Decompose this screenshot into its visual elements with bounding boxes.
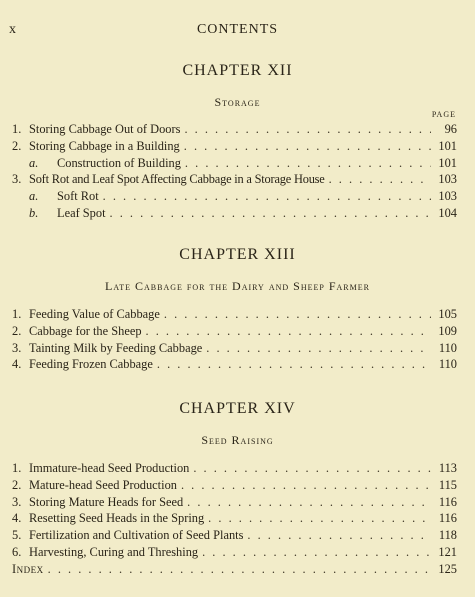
running-title: CONTENTS (196, 22, 279, 37)
leader-dots (247, 527, 431, 544)
entry-number: 5. (12, 528, 22, 543)
toc-entry[interactable] (12, 171, 457, 188)
entry-page: 116 (438, 511, 457, 526)
leader-dots (193, 460, 431, 477)
toc-entry[interactable] (12, 494, 457, 511)
entry-page: 105 (438, 307, 457, 321)
leader-dots (185, 155, 431, 172)
entry-title: Resetting Seed Heads in the Spring (29, 511, 205, 526)
entry-page: 116 (438, 494, 457, 509)
leader-dots (208, 510, 431, 527)
entry-title: Cabbage for the Sheep (29, 323, 142, 338)
entry-number: b. (29, 205, 39, 220)
entry-number: 2. (12, 477, 22, 492)
entry-number: 3. (12, 172, 22, 187)
leader-dots (103, 188, 431, 205)
entry-number: 1. (12, 307, 22, 321)
entry-number: 3. (12, 494, 22, 509)
entry-title: Leaf Spot (57, 205, 106, 220)
entry-title: Immature-head Seed Production (29, 461, 190, 475)
entry-number: 2. (12, 138, 22, 153)
chapter-subtitle: Seed Raising (201, 433, 274, 447)
entry-title: Harvesting, Curing and Threshing (29, 544, 199, 559)
page-column-label: PAGE (431, 110, 456, 119)
entry-page: 121 (438, 544, 457, 559)
leader-dots (146, 323, 431, 340)
toc-entry[interactable] (12, 121, 457, 138)
entry-number: 4. (12, 357, 22, 372)
entry-number: 1. (12, 122, 22, 136)
toc-entry[interactable] (12, 138, 457, 155)
entry-number: 6. (12, 544, 22, 559)
toc-entry[interactable] (12, 510, 457, 527)
toc-subentry[interactable] (12, 155, 457, 172)
chapter-title: CHAPTER XIII (179, 246, 296, 263)
entry-title: Tainting Milk by Feeding Cabbage (29, 340, 203, 355)
leader-dots (206, 340, 431, 357)
chapter-xii-heading (0, 60, 475, 110)
leader-dots (157, 356, 431, 373)
entry-number: 3. (12, 340, 22, 355)
entry-number: a. (29, 189, 39, 204)
leader-dots (187, 494, 431, 511)
entry-title: Storing Cabbage in a Building (29, 138, 180, 153)
entry-page: 115 (438, 477, 457, 492)
chapter-xiv-heading (0, 398, 475, 448)
leader-dots (48, 561, 431, 578)
chapter-xiii-entries (12, 306, 457, 373)
toc-entry[interactable] (12, 460, 457, 477)
toc-index-entry[interactable] (12, 561, 457, 578)
entry-number: 4. (12, 511, 22, 526)
chapter-subtitle: Storage (214, 95, 261, 109)
entry-page: 96 (444, 122, 457, 136)
entry-page: 104 (438, 205, 457, 220)
chapter-xiv-entries (12, 460, 457, 578)
leader-dots (202, 544, 431, 561)
toc-entry[interactable] (12, 477, 457, 494)
entry-number: 2. (12, 323, 22, 338)
toc-subentry[interactable] (12, 205, 457, 222)
entry-page: 103 (438, 172, 457, 187)
toc-entry[interactable] (12, 356, 457, 373)
chapter-subtitle: Late Cabbage for the Dairy and Sheep Farmer (105, 279, 370, 293)
page-number: x (9, 22, 16, 37)
entry-page: 101 (438, 138, 457, 153)
entry-page: 101 (438, 155, 457, 170)
index-label: Index (12, 561, 44, 576)
entry-title: Soft Rot and Leaf Spot Affecting Cabbage in a Storage House (29, 172, 325, 187)
leader-dots (164, 306, 431, 323)
leader-dots (329, 171, 431, 188)
entry-number: a. (29, 155, 39, 170)
page-header (0, 22, 475, 42)
entry-page: 118 (438, 528, 457, 543)
entry-page: 110 (438, 357, 457, 372)
chapter-title: CHAPTER XIV (179, 400, 296, 417)
toc-entry[interactable] (12, 544, 457, 561)
entry-title: Fertilization and Cultivation of Seed Plants (29, 528, 244, 543)
entry-title: Feeding Frozen Cabbage (29, 357, 153, 372)
chapter-xii-entries (12, 121, 457, 222)
entry-title: Soft Rot (57, 189, 99, 204)
toc-entry[interactable] (12, 340, 457, 357)
toc-subentry[interactable] (12, 188, 457, 205)
chapter-title: CHAPTER XII (182, 62, 293, 79)
index-page: 125 (438, 561, 457, 576)
leader-dots (184, 121, 431, 138)
entry-title: Mature-head Seed Production (29, 477, 177, 492)
entry-page: 110 (438, 340, 457, 355)
toc-entry[interactable] (12, 306, 457, 323)
leader-dots (184, 138, 431, 155)
entry-page: 113 (438, 461, 457, 475)
toc-entry[interactable] (12, 527, 457, 544)
leader-dots (181, 477, 431, 494)
entry-title: Feeding Value of Cabbage (29, 307, 160, 321)
chapter-xiii-heading (0, 244, 475, 294)
toc-entry[interactable] (12, 323, 457, 340)
entry-page: 103 (438, 189, 457, 204)
entry-page: 109 (438, 323, 457, 338)
leader-dots (110, 205, 431, 222)
entry-title: Storing Cabbage Out of Doors (29, 122, 181, 136)
entry-number: 1. (12, 461, 22, 475)
entry-title: Construction of Building (57, 155, 181, 170)
entry-title: Storing Mature Heads for Seed (29, 494, 184, 509)
